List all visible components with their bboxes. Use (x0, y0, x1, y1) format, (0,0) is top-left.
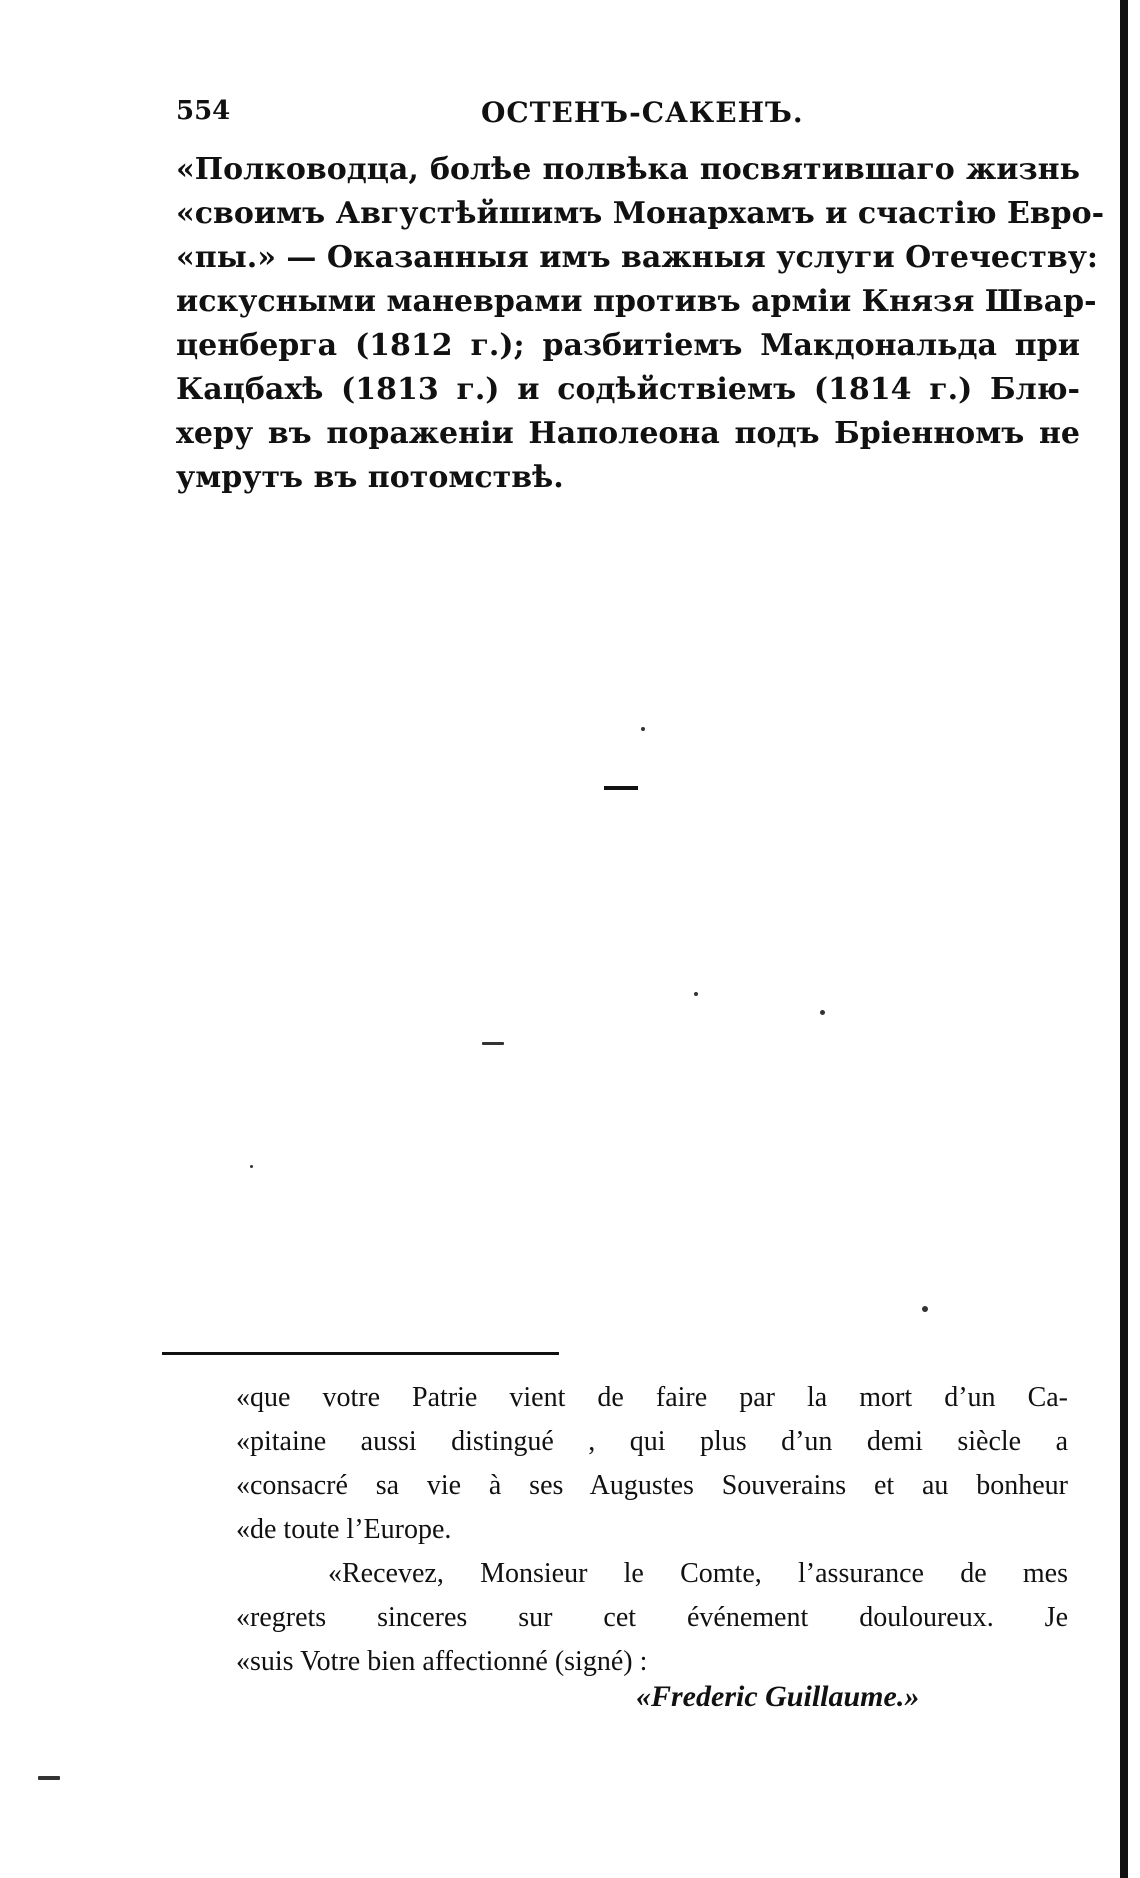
footnote-line: «consacré sa vie à ses Augustes Souverains et au bonheur (236, 1470, 1068, 1501)
page-number: 554 (176, 96, 231, 126)
text-line: искусными маневрами противъ арміи Князя Швар- (176, 284, 1097, 319)
text-line: херу въ пораженіи Наполеона подъ Бріенномъ не (176, 416, 1080, 451)
footnote-line: «regrets sinceres sur cet événement douloureux. Je (236, 1602, 1068, 1633)
page-edge-rule (1120, 0, 1128, 1878)
scan-speck (482, 1042, 504, 1045)
footnote-line: «pitaine aussi distingué , qui plus d’un demi siècle a (236, 1426, 1068, 1457)
scan-speck (641, 727, 645, 731)
signature: «Frederic Guillaume.» (636, 1680, 920, 1713)
scan-speck (250, 1165, 253, 1168)
footnote-line: «que votre Patrie vient de faire par la mort d’un Ca- (236, 1382, 1068, 1413)
footnote-line: «Recevez, Monsieur le Comte, l’assurance de mes (328, 1558, 1068, 1589)
text-line: Кацбахѣ (1813 г.) и содѣйствіемъ (1814 г.) Блю- (176, 372, 1080, 407)
footnote-block (236, 1376, 1068, 1684)
running-head: ОСТЕНЪ-САКЕНЪ. (481, 96, 804, 129)
page-header (176, 96, 1080, 136)
footnote-line: «suis Votre bien affectionné (signé) : (236, 1646, 648, 1677)
scan-speck (922, 1306, 928, 1312)
scan-speck (820, 1010, 825, 1015)
text-line: «Полководца, болѣе полвѣка посвятившаго жизнь (176, 152, 1080, 187)
text-line: «пы.» — Оказанныя имъ важныя услуги Отечеству: (176, 240, 1099, 275)
text-line: умрутъ въ потомствѣ. (176, 460, 564, 495)
scan-speck (38, 1776, 60, 1780)
footnote-line: «de toute l’Europe. (236, 1514, 452, 1545)
section-ornament (604, 786, 638, 790)
text-line: «своимъ Августѣйшимъ Монархамъ и счастію Евро- (176, 196, 1105, 231)
main-text-block (176, 148, 1105, 500)
scan-speck (694, 992, 698, 996)
text-line: ценберга (1812 г.); разбитіемъ Макдональда при (176, 328, 1080, 363)
footnote-rule (162, 1352, 559, 1355)
